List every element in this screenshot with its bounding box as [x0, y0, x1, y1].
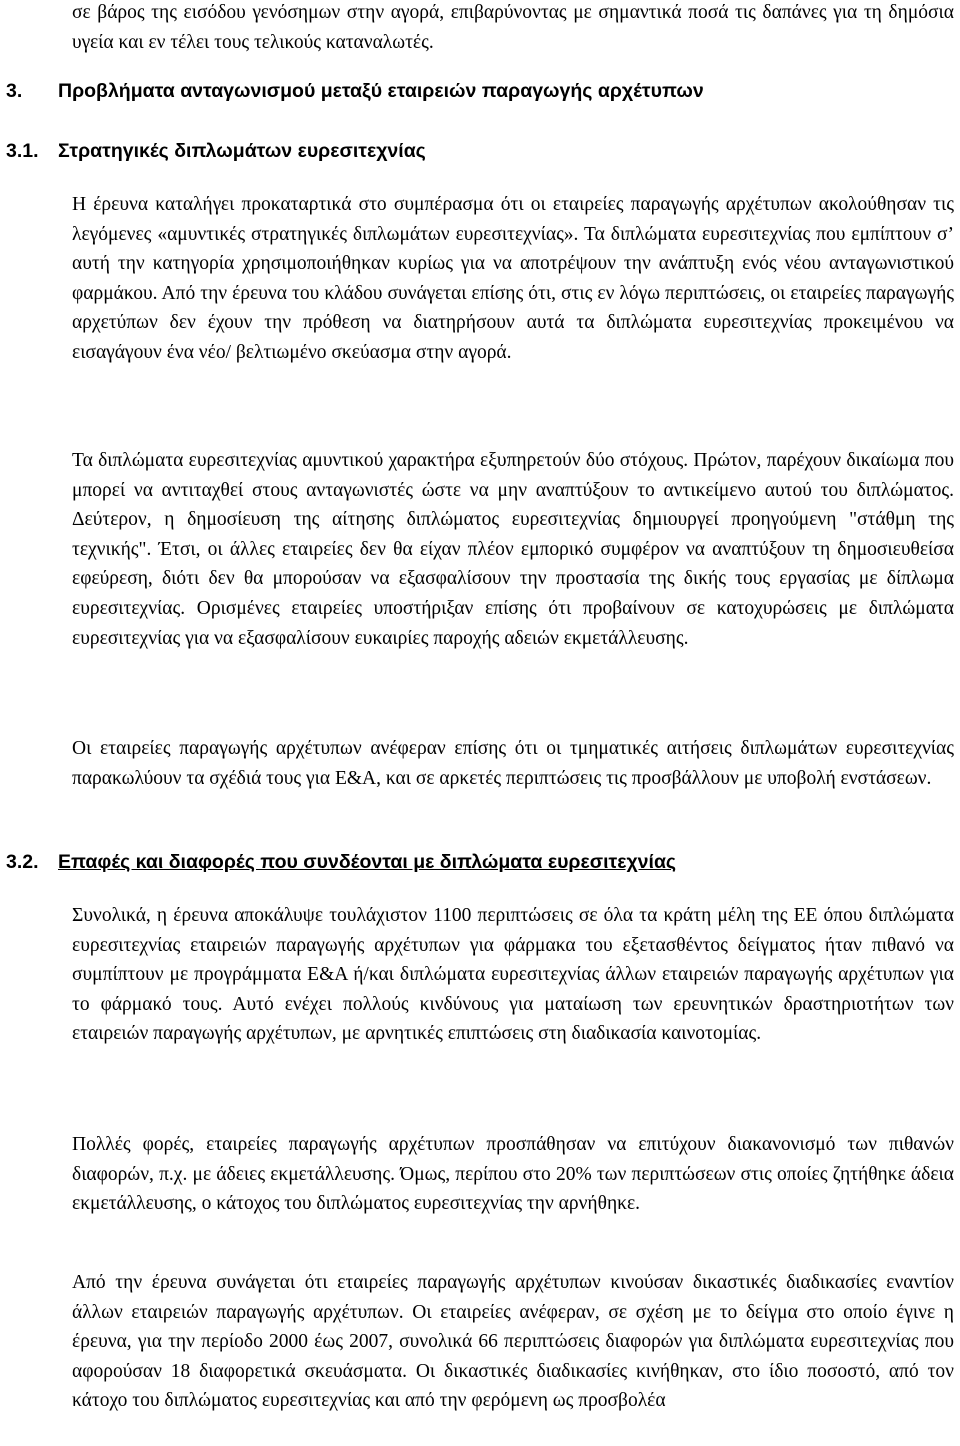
- section-3-2-paragraph-2: Πολλές φορές, εταιρείες παραγωγής αρχέτυπων προσπάθησαν να επιτύχουν διακανονισμό των πιθανών διαφορών, π.χ. με άδειες εκμετάλλευσης. Όμως, περίπου στο 20% των περιπτώσεων στις οποίες ζητήθηκε άδεια εκμετάλλευσης, ο κάτοχος του διπλώματος ευρεσιτεχνίας την αρνήθηκε.: [72, 1134, 954, 1215]
- section-3-title: Προβλήματα ανταγωνισμού μεταξύ εταιρειών παραγωγής αρχέτυπων: [58, 80, 704, 102]
- section-3-1-heading: [6, 137, 426, 165]
- section-3-1-paragraph-3: Οι εταιρείες παραγωγής αρχέτυπων ανέφεραν επίσης ότι οι τμηματικές αιτήσεις διπλωμάτων ευρεσιτεχνίας παρακωλύουν τα σχέδιά τους για Ε&Α, και σε αρκετές περιπτώσεις τις προσβάλλουν με υποβολή ενστάσεων.: [72, 738, 954, 789]
- section-3-2-heading: [6, 848, 676, 876]
- intro-paragraph: σε βάρος της εισόδου γενόσημων στην αγορά, επιβαρύνοντας με σημαντικά ποσά τις δαπάνες για τη δημόσια υγεία και εν τέλει τους τελικούς καταναλωτές.: [72, 2, 954, 53]
- section-3-2-paragraph-1: Συνολικά, η έρευνα αποκάλυψε τουλάχιστον 1100 περιπτώσεις σε όλα τα κράτη μέλη της ΕΕ όπου διπλώματα ευρεσιτεχνίας εταιρειών παραγωγής αρχέτυπων για φάρμακα του εξετασθέντος δείγματος ήταν πιθανό να συμπίπτουν με προγράμματα Ε&Α ή/και διπλώματα ευρεσιτεχνίας άλλων εταιρειών παραγωγής αρχέτυπων για το φάρμακό τους. Αυτό ενέχει πολλούς κινδύνους για ματαίωση των ερευνητικών δραστηριοτήτων των εταιρειών παραγωγής αρχέτυπων, με αρνητικές επιπτώσεις στη διαδικασία καινοτομίας.: [72, 905, 954, 1045]
- section-3-heading: [6, 77, 704, 105]
- section-3-number: 3.: [6, 80, 23, 102]
- section-3-2-number: 3.2.: [6, 851, 39, 873]
- section-3-1-paragraph-2: Τα διπλώματα ευρεσιτεχνίας αμυντικού χαρακτήρα εξυπηρετούν δύο στόχους. Πρώτον, παρέχουν δικαίωμα που μπορεί να αντιταχθεί στους ανταγωνιστές ώστε να μην αναπτύξουν το αντικείμενο αυτού του διπλώματος. Δεύτερον, η δημοσίευση της αίτησης διπλώματος ευρεσιτεχνίας δημιουργεί προηγούμενη "στάθμη της τεχνικής". Έτσι, οι άλλες εταιρείες δεν θα είχαν πλέον εμπορικό συμφέρον να αναπτύξουν τη δημοσιευθείσα εφεύρεση, διότι δεν θα μπορούσαν να εξασφαλίσουν την προστασία της δικής τους εργασίας με δίπλωμα ευρεσιτεχνίας. Ορισμένες εταιρείες υποστήριξαν επίσης ότι προβαίνουν σε κατοχυρώσεις με διπλώματα ευρεσιτεχνίας για να εξασφαλίσουν ευκαιρίες παροχής αδειών εκμετάλλευσης.: [72, 450, 954, 649]
- section-3-1-title: Στρατηγικές διπλωμάτων ευρεσιτεχνίας: [58, 140, 426, 162]
- section-3-2-title: Επαφές και διαφορές που συνδέονται με διπλώματα ευρεσιτεχνίας: [58, 851, 677, 873]
- section-3-2-paragraph-3: Από την έρευνα συνάγεται ότι εταιρείες παραγωγής αρχέτυπων κινούσαν δικαστικές διαδικασίες εναντίον άλλων εταιρειών παραγωγής αρχέτυπων. Οι εταιρείες ανέφεραν, σε σχέση με το δείγμα στο οποίο έγινε η έρευνα, για την περίοδο 2000 έως 2007, συνολικά 66 περιπτώσεις διαφορών για διπλώματα ευρεσιτεχνίας που αφορούσαν 18 διαφορετικά σκευάσματα. Οι δικαστικές διαδικασίες κινήθηκαν, στο ίδιο ποσοστό, από τον κάτοχο του διπλώματος ευρεσιτεχνίας και από την φερόμενη ως προσβολέα: [72, 1272, 954, 1412]
- section-3-1-number: 3.1.: [6, 140, 39, 162]
- section-3-1-paragraph-1: Η έρευνα καταλήγει προκαταρτικά στο συμπέρασμα ότι οι εταιρείες παραγωγής αρχέτυπων ακολούθησαν τις λεγόμενες «αμυντικές στρατηγικές διπλωμάτων ευρεσιτεχνίας». Τα διπλώματα ευρεσιτεχνίας που εμπίπτουν σ’ αυτή την κατηγορία χρησιμοποιήθηκαν κυρίως για να αποτρέψουν την ανάπτυξη ενός νέου ανταγωνιστικού φαρμάκου. Από την έρευνα του κλάδου συνάγεται επίσης ότι, στις εν λόγω περιπτώσεις, οι εταιρείες παραγωγής αρχετύπων δεν έχουν την πρόθεση να διατηρήσουν αυτά τα διπλώματα ευρεσιτεχνίας προκειμένου να εισαγάγουν ένα νέο/ βελτιωμένο σκεύασμα στην αγορά.: [72, 194, 954, 363]
